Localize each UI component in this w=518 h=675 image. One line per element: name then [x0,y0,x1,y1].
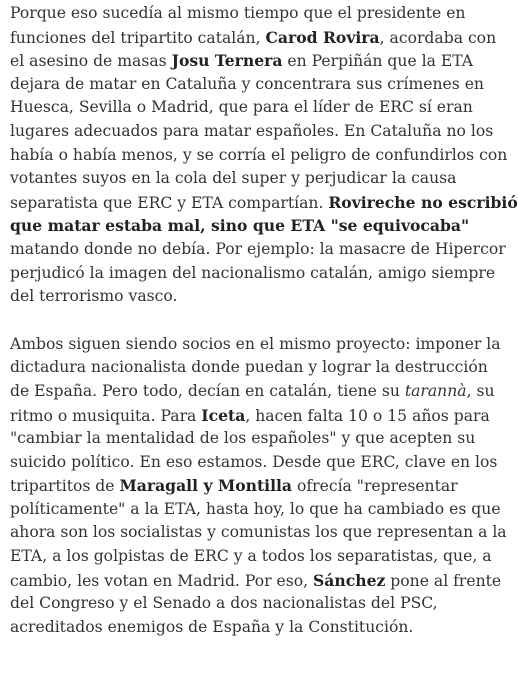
text-segment: Huesca, Sevilla o Madrid, que para el líder de ERC sí eran [10,98,473,117]
text-segment: de España. Pero todo, decían en catalán, tiene su [10,381,405,400]
text-line [10,569,502,593]
text-segment: ritmo o musiquita. Para [10,406,202,425]
text-segment: , su [466,381,495,400]
text-line [10,285,488,309]
text-line [10,545,492,569]
paragraph-1 [10,2,518,309]
text-line [10,356,488,380]
text-segment: dictadura nacionalista donde puedan y lograr la destrucción [10,358,488,377]
text-segment: ofrecía "representar [292,477,458,496]
text-segment: el asesino de masas [10,52,172,71]
text-segment: había o había menos, y se corría el peligro de confundirlos con [10,145,508,164]
text-segment: acreditados enemigos de España y la Constitución. [10,617,414,636]
text-line [10,474,488,498]
text-line [10,120,494,144]
text-line [10,96,488,120]
text-line [10,498,501,522]
text-line [10,238,506,262]
text-segment: Porque eso sucedía al mismo tiempo que el presidente en [10,4,466,22]
text-line [10,2,488,26]
bold-text: Carod Rovira [265,27,380,47]
text-line [10,404,488,428]
text-segment: Ambos siguen siendo socios en el mismo proyecto: imponer la [10,334,501,353]
text-line [10,191,518,215]
text-segment: ahora son los socialistas y comunistas los que representan a la [10,523,507,542]
text-line [10,73,488,97]
text-segment: cambio, les votan en Madrid. Por eso, [10,571,314,590]
italic-text: tarannà [404,381,467,400]
text-segment: matando donde no debía. Por ejemplo: la masacre de Hipercor [10,239,506,258]
text-line [10,333,501,357]
text-segment: del terrorismo vasco. [10,287,178,306]
text-segment: "cambiar la mentalidad de los españoles" y que acepten su [10,429,476,448]
text-line [10,380,495,404]
paragraph-2 [10,333,507,640]
text-segment: en Perpiñán que la ETA [282,52,474,71]
text-segment: lugares adecuados para matar españoles. En Cataluña no los [10,121,494,140]
text-line [10,451,498,475]
bold-text: que matar estaba mal, sino que ETA "se equivocaba" [10,216,470,236]
bold-text: Maragall y Montilla [119,476,293,496]
text-segment: , acordaba con [379,28,497,47]
text-line [10,427,488,451]
text-segment: tripartitos de [10,477,120,496]
text-segment: dejara de matar en Cataluña y concentrara sus crímenes en [10,74,484,93]
text-line [10,49,488,73]
text-line [10,144,508,168]
text-segment: , hacen falta 10 o 15 años para [245,406,490,425]
bold-text: Josu Ternera [171,51,283,71]
text-segment: del Congreso y el Senado a dos nacionalistas del PSC, [10,594,438,613]
bold-text: Rovireche no escribió [328,192,518,212]
text-segment: políticamente" a la ETA, hasta hoy, lo que ha cambiado es que [10,499,501,518]
text-line [10,26,497,50]
text-segment: separatista que ERC y ETA compartían. [10,193,329,212]
bold-text: Iceta [201,405,246,425]
text-line [10,167,488,191]
text-segment: votantes suyos en la cola del super y perjudicar la causa [10,169,457,188]
text-segment: pone al frente [385,571,502,590]
text-segment: perjudicó la imagen del nacionalismo catalán, amigo siempre [10,263,496,282]
bold-text: Sánchez [313,570,386,590]
text-line [10,262,496,286]
text-line [10,592,488,616]
text-segment: ETA, a los golpistas de ERC y a todos los separatistas, que, a [10,547,492,566]
text-line [10,616,488,640]
text-line [10,521,507,545]
text-segment: suicido político. En eso estamos. Desde que ERC, clave en los [10,452,498,471]
text-segment: funciones del tripartito catalán, [10,28,266,47]
text-line [10,214,488,238]
